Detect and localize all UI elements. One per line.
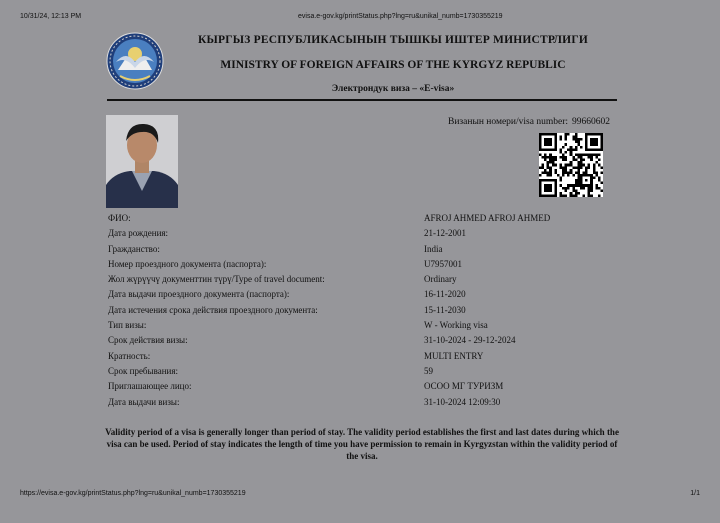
visa-number-line (300, 117, 610, 127)
document-type: Электрондук виза – «E-visa» (331, 84, 455, 94)
field-label: Дата выдачи проездного документа (паспорта): (108, 289, 290, 300)
visa-fields (108, 213, 628, 412)
field-value: U7957001 (424, 258, 462, 269)
ministry-title-ky: КЫРГЫЗ РЕСПУБЛИКАСЫНЫН ТЫШКЫ ИШТЕР МИНИСТРЛИГИ (197, 34, 588, 46)
field-row (108, 228, 628, 243)
field-row (108, 335, 628, 350)
visa-number-label: Визанын номери/visa number: (447, 117, 568, 127)
field-label: Кратность: (108, 350, 151, 361)
field-row (108, 381, 628, 396)
field-label: Гражданство: (108, 243, 160, 254)
page-indicator: 1/1 (690, 490, 700, 497)
field-value: AFROJ AHMED AFROJ AHMED (424, 213, 551, 223)
validity-notice: Validity period of a visa is generally longer than period of stay. The validity period establishes the first and last dates during which the visa can be used. Period of stay indicates the length of time you have permission to remain in Kyrgyzstan within the validity period of the visa. (105, 427, 619, 461)
field-value: 31-10-2024 12:09:30 (424, 396, 501, 407)
field-label: Номер проездного документа (паспорта): (108, 258, 267, 269)
field-value: 59 (424, 365, 433, 376)
field-row (108, 366, 628, 381)
field-label: Жол жүрүүчү документтин түрү/Type of travel document: (108, 274, 325, 285)
field-value: India (424, 243, 443, 254)
print-url-top: evisa.e-gov.kg/printStatus.php?lng=ru&unikal_numb=1730355219 (298, 13, 503, 20)
field-row (108, 320, 628, 335)
field-value: 31-10-2024 - 29-12-2024 (424, 335, 516, 346)
field-row (108, 259, 628, 274)
field-label: Дата истечения срока действия проездного документа: (108, 304, 318, 315)
field-row (108, 305, 628, 320)
visa-number-value: 99660602 (572, 117, 610, 127)
field-row (108, 351, 628, 366)
applicant-photo-icon (106, 115, 178, 208)
field-value: 15-11-2030 (424, 304, 466, 315)
field-label: Срок пребывания: (108, 365, 178, 376)
field-value: 16-11-2020 (424, 289, 466, 300)
print-footer (20, 490, 700, 500)
print-header (20, 13, 700, 23)
field-value: W - Working visa (424, 320, 488, 331)
field-value: MULTI ENTRY (424, 350, 484, 361)
field-row (108, 289, 628, 304)
field-label: ФИО: (108, 213, 131, 223)
field-label: Тип визы: (108, 320, 147, 331)
field-label: Дата рождения: (108, 228, 169, 239)
field-value: ОСОО МГ ТУРИЗМ (424, 381, 504, 392)
kyrgyz-emblem-icon (106, 32, 164, 90)
field-value: Ordinary (424, 274, 457, 285)
field-row (108, 274, 628, 289)
field-label: Срок действия визы: (108, 335, 188, 346)
field-label: Дата выдачи визы: (108, 396, 180, 407)
field-row (108, 397, 628, 412)
ministry-title-en: MINISTRY OF FOREIGN AFFAIRS OF THE KYRGYZ REPUBLIC (220, 59, 566, 71)
header-divider (107, 99, 617, 101)
field-value: 21-12-2001 (424, 228, 466, 239)
field-row (108, 244, 628, 259)
qr-code-icon (539, 133, 603, 197)
print-url-bottom: https://evisa.e-gov.kg/printStatus.php?lng=ru&unikal_numb=1730355219 (20, 490, 246, 497)
field-label: Приглашающее лицо: (108, 381, 192, 392)
print-datetime: 10/31/24, 12:13 PM (20, 13, 82, 20)
field-row (108, 213, 628, 228)
